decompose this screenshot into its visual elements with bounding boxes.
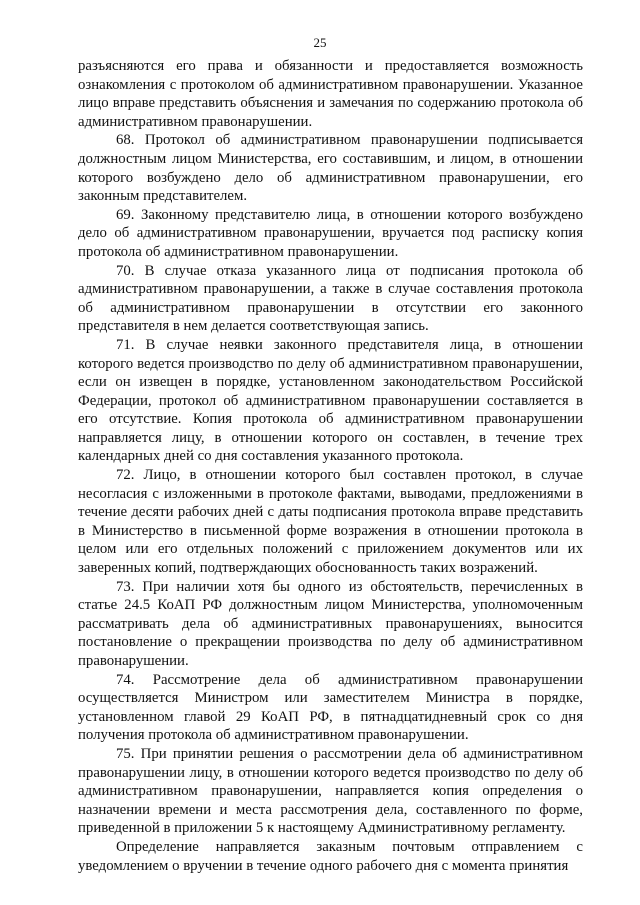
paragraph-notice: Определение направляется заказным почтовым отправлением с уведомлением о вручении в течение одного рабочего дня с момента принятия	[78, 838, 583, 874]
paragraph-68: 68. Протокол об административном правонарушении подписывается должностным лицом Министерства, его составившим, и лицом, в отношении которого возбуждено дело об административном правонарушении, его законным представителем.	[78, 132, 583, 205]
paragraph-continuation: разъясняются его права и обязанности и предоставляется возможность ознакомления с протоколом об административном правонарушении. Указанное лицо вправе представить объяснения и замечания по содержанию протокола об административном правонарушении.	[78, 58, 583, 130]
paragraph-69: 69. Законному представителю лица, в отношении которого возбуждено дело об административном правонарушении, вручается под расписку копия протокола об административном правонарушении.	[78, 206, 583, 260]
page-number: 25	[313, 35, 327, 50]
paragraph-75: 75. При принятии решения о рассмотрении дела об административном правонарушении лицу, в отношении которого ведется производство по делу об административном правонарушении, направляется копия определения о назначении времени и места рассмотрения дела, составленного по форме, приведенной в приложении 5 к настоящему Административному регламенту.	[78, 745, 583, 837]
paragraph-71: 71. В случае неявки законного представителя лица, в отношении которого ведется производство по делу об административном правонарушении, если он извещен в порядке, установленном законодательством Российской Федерации, протокол об административном правонарушении составляется в его отсутствие. Копия протокола об административном правонарушении направляется лицу, в отношении которого он составлен, в течение трех календарных дней со дня составления указанного протокола.	[78, 336, 583, 465]
paragraph-73: 73. При наличии хотя бы одного из обстоятельств, перечисленных в статье 24.5 КоАП РФ должностным лицом Министерства, уполномоченным рассматривать дела об административных правонарушениях, выносится постановление о прекращении производства по делу об административном правонарушении.	[78, 578, 583, 669]
paragraph-74: 74. Рассмотрение дела об административном правонарушении осуществляется Министром или заместителем Министра в порядке, установленном главой 29 КоАП РФ, в пятнадцатидневный срок со дня получения протокола об административном правонарушении.	[78, 671, 583, 744]
paragraph-72: 72. Лицо, в отношении которого был составлен протокол, в случае несогласия с изложенными в протоколе фактами, выводами, предложениями в течение десяти рабочих дней с даты подписания протокола вправе представить в Министерство в письменной форме возражения в отношении протокола в целом или его отдельных положений с приложением документов или их заверенных копий, подтверждающих обоснованность таких возражений.	[78, 467, 583, 577]
paragraph-70: 70. В случае отказа указанного лица от подписания протокола об административном правонарушении, а также в случае составления протокола об административном правонарушении в отсутствии его законного представителя в нем делается соответствующая запись.	[78, 262, 583, 335]
document-body	[78, 57, 583, 875]
